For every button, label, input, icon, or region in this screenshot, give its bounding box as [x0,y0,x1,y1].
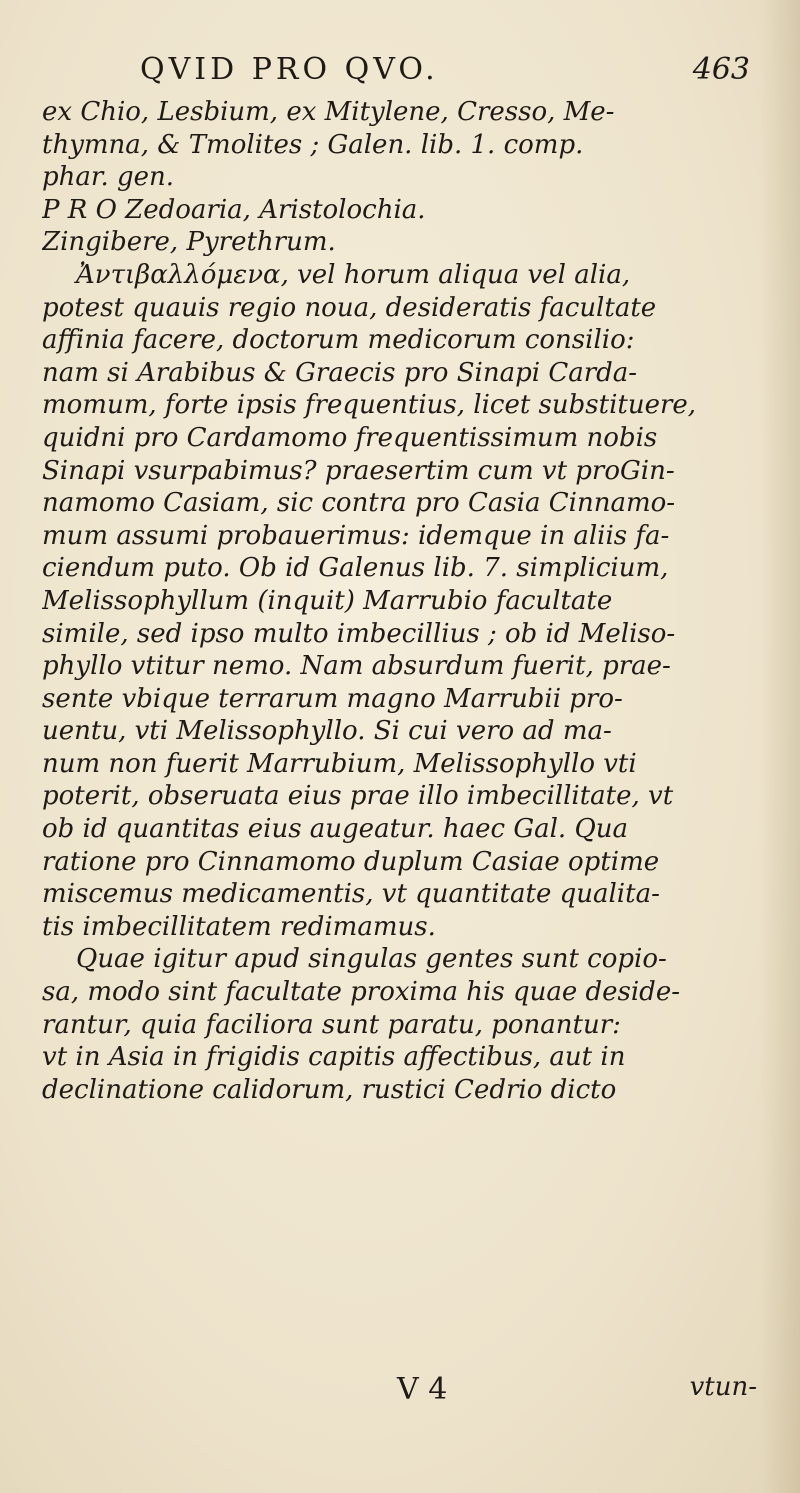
text-line: thymna, & Tmolites ; Galen. lib. 1. comp. [42,129,584,160]
text-line: phyllo vtitur nemo. Nam absurdum fuerit, prae- [42,651,671,682]
paragraph-start: Quae igitur apud singulas gentes sunt copio- [76,944,667,975]
text-line: sa, modo sint facultate proxima his quae deside- [42,977,680,1008]
text-line: simile, sed ipso multo imbecillius ; ob id Meliso- [42,618,676,649]
text-line: uentu, vti Melissophyllo. Si cui vero ad ma- [42,716,612,747]
text-line: declinatione calidorum, rustici Cedrio dicto [42,1074,617,1105]
section-heading: P R O Zedoaria, Aristolochia. [42,194,426,225]
text-line: miscemus medicamentis, vt quantitate qualita- [42,879,660,910]
text-line: mum assumi probauerimus: idemque in aliis fa- [42,520,670,551]
page-number: 463 [692,52,750,87]
text-line: poterit, obseruata eius prae illo imbecillitate, vt [42,781,674,812]
text-line: namomo Casiam, sic contra pro Casia Cinnamo- [42,488,676,519]
body-text [42,96,757,1106]
text-line: momum, forte ipsis frequentius, licet substituere, [42,390,697,421]
signature-mark: V 4 [397,1372,448,1407]
page-header [140,52,750,92]
text-line-greek: Ἀντιβαλλόμενα, vel horum aliqua vel alia, [76,259,631,290]
text-line: nam si Arabibus & Graecis pro Sinapi Carda- [42,357,638,388]
text-line: sente vbique terrarum magno Marrubii pro- [42,683,623,714]
text-line: ratione pro Cinnamomo duplum Casiae optime [42,846,660,877]
text-line: potest quauis regio noua, desideratis facultate [42,292,657,323]
text-line: ciendum puto. Ob id Galenus lib. 7. simplicium, [42,553,669,584]
text-line: vt in Asia in frigidis capitis affectibus, aut in [42,1042,626,1073]
page-edge-shadow [760,0,800,1493]
page-footer [42,1372,757,1408]
text-line: Sinapi vsurpabimus? praesertim cum vt proGin- [42,455,675,486]
text-line: Melissophyllum (inquit) Marrubio facultate [42,585,613,616]
catchword: vtun- [689,1372,757,1402]
text-line: tis imbecillitatem redimamus. [42,911,436,942]
text-line: phar. gen. [42,162,175,193]
text-line: ob id quantitas eius augeatur. haec Gal. Qua [42,814,629,845]
text-line: affinia facere, doctorum medicorum consilio: [42,325,635,356]
running-head: QVID PRO QVO. [140,52,439,87]
text-line: quidni pro Cardamomo frequentissimum nobis [42,422,658,453]
text-line: Zingibere, Pyrethrum. [42,227,336,258]
text-line: num non fuerit Marrubium, Melissophyllo vti [42,748,637,779]
text-line: ex Chio, Lesbium, ex Mitylene, Cresso, Me- [42,97,615,127]
text-line: rantur, quia faciliora sunt paratu, ponantur: [42,1009,621,1040]
